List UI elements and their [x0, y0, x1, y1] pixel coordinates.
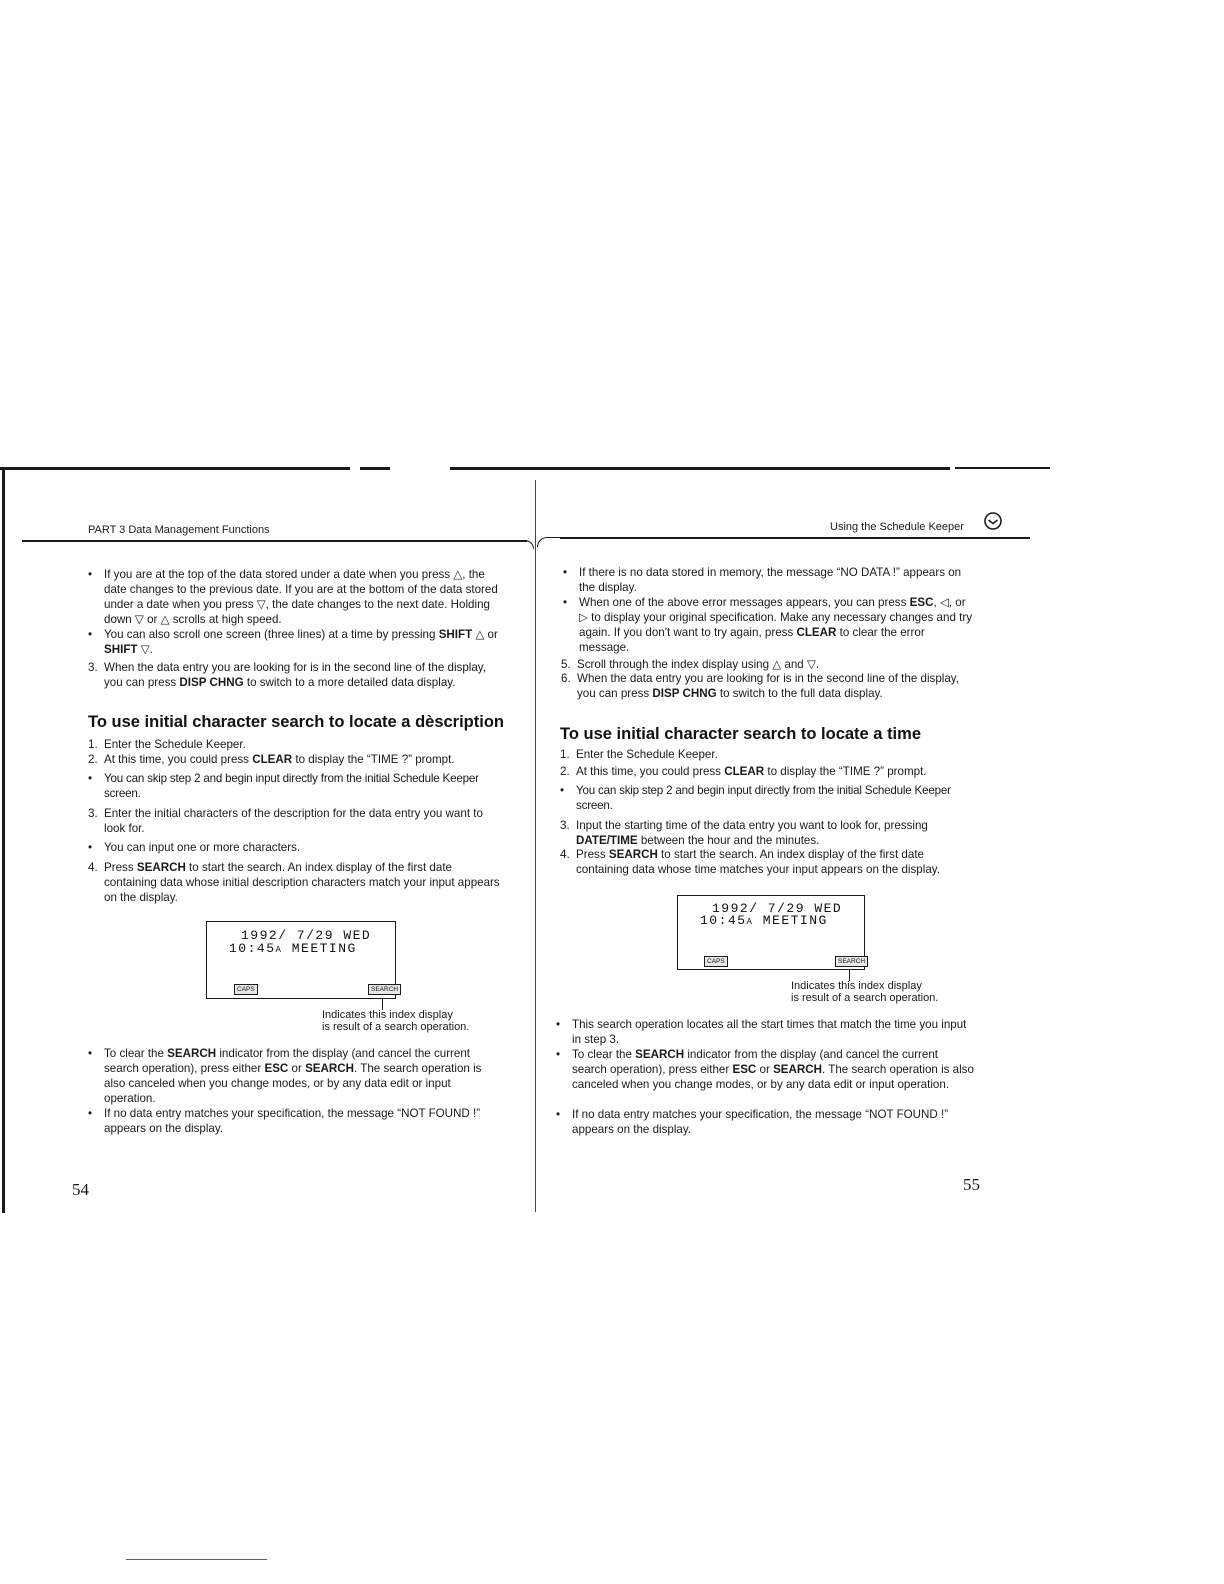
- step-text: Enter the initial characters of the description for the data entry you want to look for.: [104, 807, 483, 835]
- lcd-ampm: A: [746, 917, 754, 927]
- bullet-text: If there is no data stored in memory, the message “NO DATA !” appears on the display.: [579, 566, 962, 594]
- bullet-text: When one of the above error messages appears, you can press ESC, ◁, or ▷ to display your original specification. Make any necessary changes and try again. If you don't want to try again, press CLEAR to clear the error message.: [579, 596, 972, 654]
- lcd-display: [206, 921, 399, 999]
- left-end-bullet: [88, 1106, 503, 1136]
- page-number-right: 55: [963, 1175, 980, 1194]
- right-running-header: Using the Schedule Keeper: [830, 521, 964, 533]
- bullet-glyph: •: [88, 841, 93, 854]
- lcd-caps-indicator: CAPS: [234, 984, 258, 995]
- bullet-glyph: •: [88, 628, 93, 641]
- step-text: When the data entry you are looking for is in the second line of the display, you can press DISP CHNG to switch to the full data display.: [577, 672, 959, 700]
- bullet-text: To clear the SEARCH indicator from the display (and cancel the current search operation), press either ESC or SEARCH. The search operation is also canceled when you change modes, or by any data edit or input operation.: [572, 1048, 974, 1091]
- lcd-entry: MEETING: [282, 941, 357, 956]
- left-running-header: PART 3 Data Management Functions: [88, 524, 270, 536]
- step-text: Enter the Schedule Keeper.: [576, 748, 718, 761]
- lcd-time: 10:45: [229, 941, 276, 956]
- bottom-link-rule: [126, 1559, 267, 1560]
- left-end-bullet: [88, 1046, 503, 1106]
- lcd-line-1: 1992/ 7/29 WED: [712, 901, 843, 916]
- page-left-edge: [2, 468, 5, 1213]
- step-number: 3.: [88, 661, 98, 674]
- step-text: Scroll through the index display using △ and ▽.: [577, 658, 820, 671]
- left-header-rule: [22, 540, 527, 542]
- lcd-caption-line-1: Indicates this index display: [322, 1009, 453, 1021]
- bullet-text: If no data entry matches your specification, the message “NOT FOUND !” appears on the display.: [104, 1107, 481, 1135]
- lcd-time: 10:45: [700, 913, 747, 928]
- step-number: 4.: [560, 848, 570, 861]
- left-note-chars: [88, 840, 503, 855]
- bullet-glyph: •: [556, 1108, 561, 1121]
- lcd-line-2: [229, 941, 357, 956]
- left-note-skip: [88, 771, 503, 801]
- bullet-glyph: •: [563, 566, 568, 579]
- top-rule-segment: [955, 467, 1050, 469]
- step-number: 3.: [88, 807, 98, 820]
- step-text: At this time, you could press CLEAR to display the “TIME ?” prompt.: [104, 753, 455, 766]
- note-text: You can skip step 2 and begin input directly from the initial Schedule Keeper screen.: [576, 784, 951, 812]
- bullet-glyph: •: [560, 784, 564, 797]
- bullet-glyph: •: [88, 1107, 93, 1120]
- lcd-search-indicator: SEARCH: [835, 956, 868, 967]
- lcd-ampm: A: [275, 945, 283, 955]
- left-step-2: [88, 752, 503, 767]
- lcd-search-indicator: SEARCH: [368, 984, 401, 995]
- bullet-text: You can also scroll one screen (three lines) at a time by pressing SHIFT △ or SHIFT ▽.: [104, 628, 498, 656]
- right-header-rule: [560, 537, 1030, 539]
- lcd-entry: MEETING: [753, 913, 828, 928]
- lcd-caption-line-2: is result of a search operation.: [791, 992, 939, 1004]
- bullet-text: This search operation locates all the start times that match the time you input in step 3.: [572, 1018, 967, 1046]
- left-step-4: [88, 860, 503, 905]
- left-intro-bullet: [88, 567, 503, 627]
- top-rule-segment: [0, 467, 350, 470]
- clock-icon: [983, 511, 1003, 531]
- lcd-line-1: 1992/ 7/29 WED: [241, 928, 372, 943]
- right-step-6: [561, 671, 975, 701]
- lcd-caption-line-2: is result of a search operation.: [322, 1021, 470, 1033]
- right-end-bullet: [556, 1017, 975, 1047]
- step-text: When the data entry you are looking for is in the second line of the display, you can press DISP CHNG to switch to a more detailed data display.: [104, 661, 486, 689]
- step-number: 3.: [560, 819, 570, 832]
- step-number: 1.: [88, 738, 98, 751]
- right-intro-bullet: [563, 595, 975, 655]
- step-text: Press SEARCH to start the search. An index display of the first date containing data whose initial description characters match your input appears on the display.: [104, 861, 500, 904]
- bullet-glyph: •: [563, 596, 568, 609]
- step-text: Input the starting time of the data entry you want to look for, pressing DATE/TIME between the hour and the minutes.: [576, 819, 928, 847]
- bullet-glyph: •: [88, 568, 93, 581]
- step-number: 4.: [88, 861, 98, 874]
- lcd-display: [677, 895, 865, 970]
- top-rule-segment: [360, 467, 390, 470]
- lcd-caption-line-1: Indicates this index display: [791, 980, 922, 992]
- right-step-2: [560, 764, 975, 779]
- right-end-bullet: [556, 1047, 975, 1092]
- bullet-glyph: •: [88, 1047, 93, 1060]
- right-header-rule-curve: [537, 537, 564, 547]
- right-step-5: [561, 657, 975, 672]
- right-step-1: [560, 747, 975, 762]
- bullet-glyph: •: [556, 1048, 561, 1061]
- step-number: 2.: [88, 753, 98, 766]
- step-number: 1.: [560, 748, 570, 761]
- right-step-4: [560, 847, 975, 877]
- left-step-3b: [88, 806, 503, 836]
- right-intro-bullet: [563, 565, 975, 595]
- step-number: 5.: [561, 658, 571, 671]
- step-number: 6.: [561, 672, 571, 685]
- bullet-text: If you are at the top of the data stored under a date when you press △, the date changes to the previous date. If you are at the bottom of the data stored under a date when you press ▽, the date changes to the next date. Holding down ▽ or △ scrolls at high speed.: [104, 568, 498, 626]
- bullet-glyph: •: [556, 1018, 561, 1031]
- step-text: Press SEARCH to start the search. An index display of the first date containing data whose time matches your input appears on the display.: [576, 848, 940, 876]
- step-text: At this time, you could press CLEAR to display the “TIME ?” prompt.: [576, 765, 927, 778]
- lcd-caps-indicator: CAPS: [704, 956, 728, 967]
- left-header-rule-curve: [505, 540, 534, 549]
- lcd-line-2: [700, 913, 828, 928]
- right-section-heading: To use initial character search to locate a time: [560, 725, 921, 743]
- left-intro-bullet: [88, 627, 503, 657]
- page-gutter: [535, 480, 536, 1212]
- left-step-3: [88, 660, 503, 690]
- right-step-3: [560, 818, 975, 848]
- left-step-1: [88, 737, 503, 752]
- bullet-glyph: •: [88, 772, 92, 785]
- bullet-text: To clear the SEARCH indicator from the display (and cancel the current search operation), press either ESC or SEARCH. The search operation is also canceled when you change modes, or by any data edit or input operation.: [104, 1047, 482, 1105]
- right-end-bullet: [556, 1107, 975, 1137]
- left-section-heading: To use initial character search to locate a dèscription: [88, 713, 504, 731]
- right-note-skip: [560, 783, 975, 813]
- page-number-left: 54: [72, 1180, 89, 1199]
- step-number: 2.: [560, 765, 570, 778]
- note-text: You can skip step 2 and begin input directly from the initial Schedule Keeper screen.: [104, 772, 479, 800]
- step-text: Enter the Schedule Keeper.: [104, 738, 246, 751]
- top-rule-segment: [450, 467, 950, 470]
- bullet-text: If no data entry matches your specification, the message “NOT FOUND !” appears on the display.: [572, 1108, 949, 1136]
- note-text: You can input one or more characters.: [104, 841, 301, 854]
